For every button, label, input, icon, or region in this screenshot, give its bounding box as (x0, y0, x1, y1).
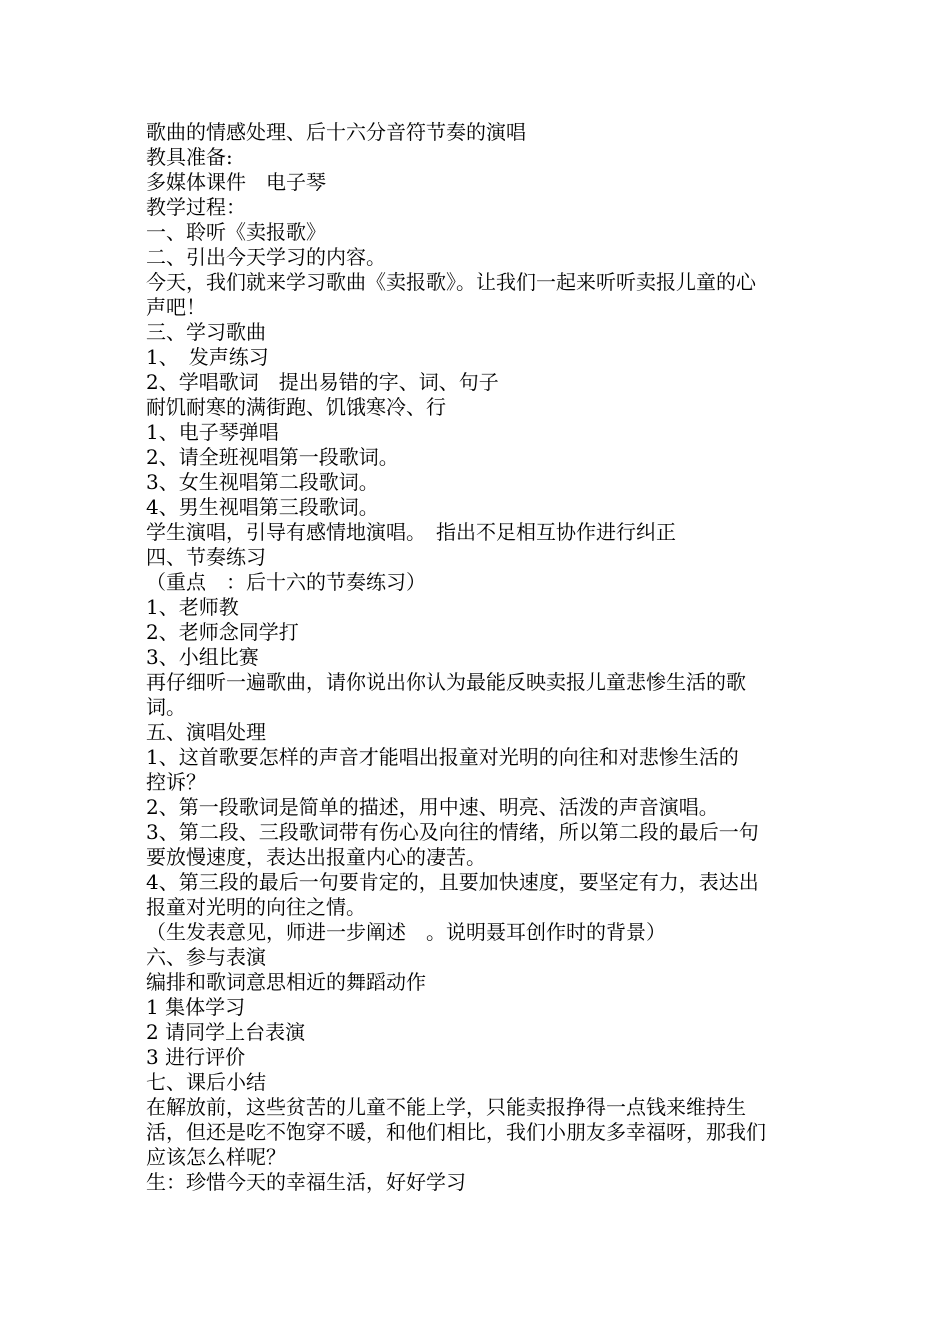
list-item: 3、小组比赛 (146, 645, 259, 669)
list-item: 2、学唱歌词 提出易错的字、词、句子 (146, 370, 499, 394)
lesson-plan-text (146, 120, 816, 1195)
text-line: （重点 ：后十六的节奏练习） (146, 570, 426, 594)
list-item: 2、老师念同学打 (146, 620, 299, 644)
text-line: 报童对光明的向往之情。 (146, 895, 366, 919)
text-line: 学生演唱，引导有感情地演唱。 指出不足相互协作进行纠正 (146, 520, 676, 544)
list-item: 2、请全班视唱第一段歌词。 (146, 445, 399, 469)
section-heading: 七、课后小结 (146, 1070, 266, 1094)
text-line: 教具准备: (146, 145, 233, 169)
text-line: 再仔细听一遍歌曲，请你说出你认为最能反映卖报儿童悲惨生活的歌 (146, 670, 746, 694)
text-line: 应该怎么样呢？ (146, 1145, 286, 1169)
text-line: 控诉？ (146, 770, 206, 794)
text-line: 生：珍惜今天的幸福生活，好好学习 (146, 1170, 466, 1194)
section-heading: 六、参与表演 (146, 945, 266, 969)
list-item: 1、电子琴弹唱 (146, 420, 279, 444)
text-line: 词。 (146, 695, 186, 719)
section-heading: 五、演唱处理 (146, 720, 266, 744)
list-item: 1、 发声练习 (146, 345, 269, 369)
text-line: 活，但还是吃不饱穿不暖，和他们相比，我们小朋友多幸福呀，那我们 (146, 1120, 766, 1144)
section-heading: 二、引出今天学习的内容。 (146, 245, 386, 269)
text-line: 歌曲的情感处理、后十六分音符节奏的演唱 (146, 120, 526, 144)
list-item: 4、男生视唱第三段歌词。 (146, 495, 379, 519)
text-line: 声吧！ (146, 295, 206, 319)
section-heading: 一、聆听《卖报歌》 (146, 220, 326, 244)
section-heading: 三、学习歌曲 (146, 320, 266, 344)
list-item: 1、这首歌要怎样的声音才能唱出报童对光明的向往和对悲惨生活的 (146, 745, 739, 769)
text-line: 多媒体课件 电子琴 (146, 170, 326, 194)
text-line: 教学过程： (146, 195, 246, 219)
section-heading: 四、节奏练习 (146, 545, 266, 569)
text-line: 耐饥耐寒的满街跑、饥饿寒冷、行 (146, 395, 446, 419)
list-item: 2、第一段歌词是简单的描述，用中速、明亮、活泼的声音演唱。 (146, 795, 719, 819)
list-item: 3、女生视唱第二段歌词。 (146, 470, 379, 494)
text-line: 今天，我们就来学习歌曲《卖报歌》。让我们一起来听听卖报儿童的心 (146, 270, 756, 294)
text-line: 要放慢速度，表达出报童内心的凄苦。 (146, 845, 486, 869)
list-item: 1、老师教 (146, 595, 239, 619)
list-item: 2 请同学上台表演 (146, 1020, 306, 1044)
text-line: 在解放前，这些贫苦的儿童不能上学，只能卖报挣得一点钱来维持生 (146, 1095, 746, 1119)
list-item: 3、第二段、三段歌词带有伤心及向往的情绪，所以第二段的最后一句 (146, 820, 759, 844)
list-item: 4、第三段的最后一句要肯定的，且要加快速度，要坚定有力，表达出 (146, 870, 759, 894)
list-item: 3 进行评价 (146, 1045, 246, 1069)
list-item: 1 集体学习 (146, 995, 246, 1019)
text-line: （生发表意见，师进一步阐述 。说明聂耳创作时的背景） (146, 920, 666, 944)
text-line: 编排和歌词意思相近的舞蹈动作 (146, 970, 426, 994)
